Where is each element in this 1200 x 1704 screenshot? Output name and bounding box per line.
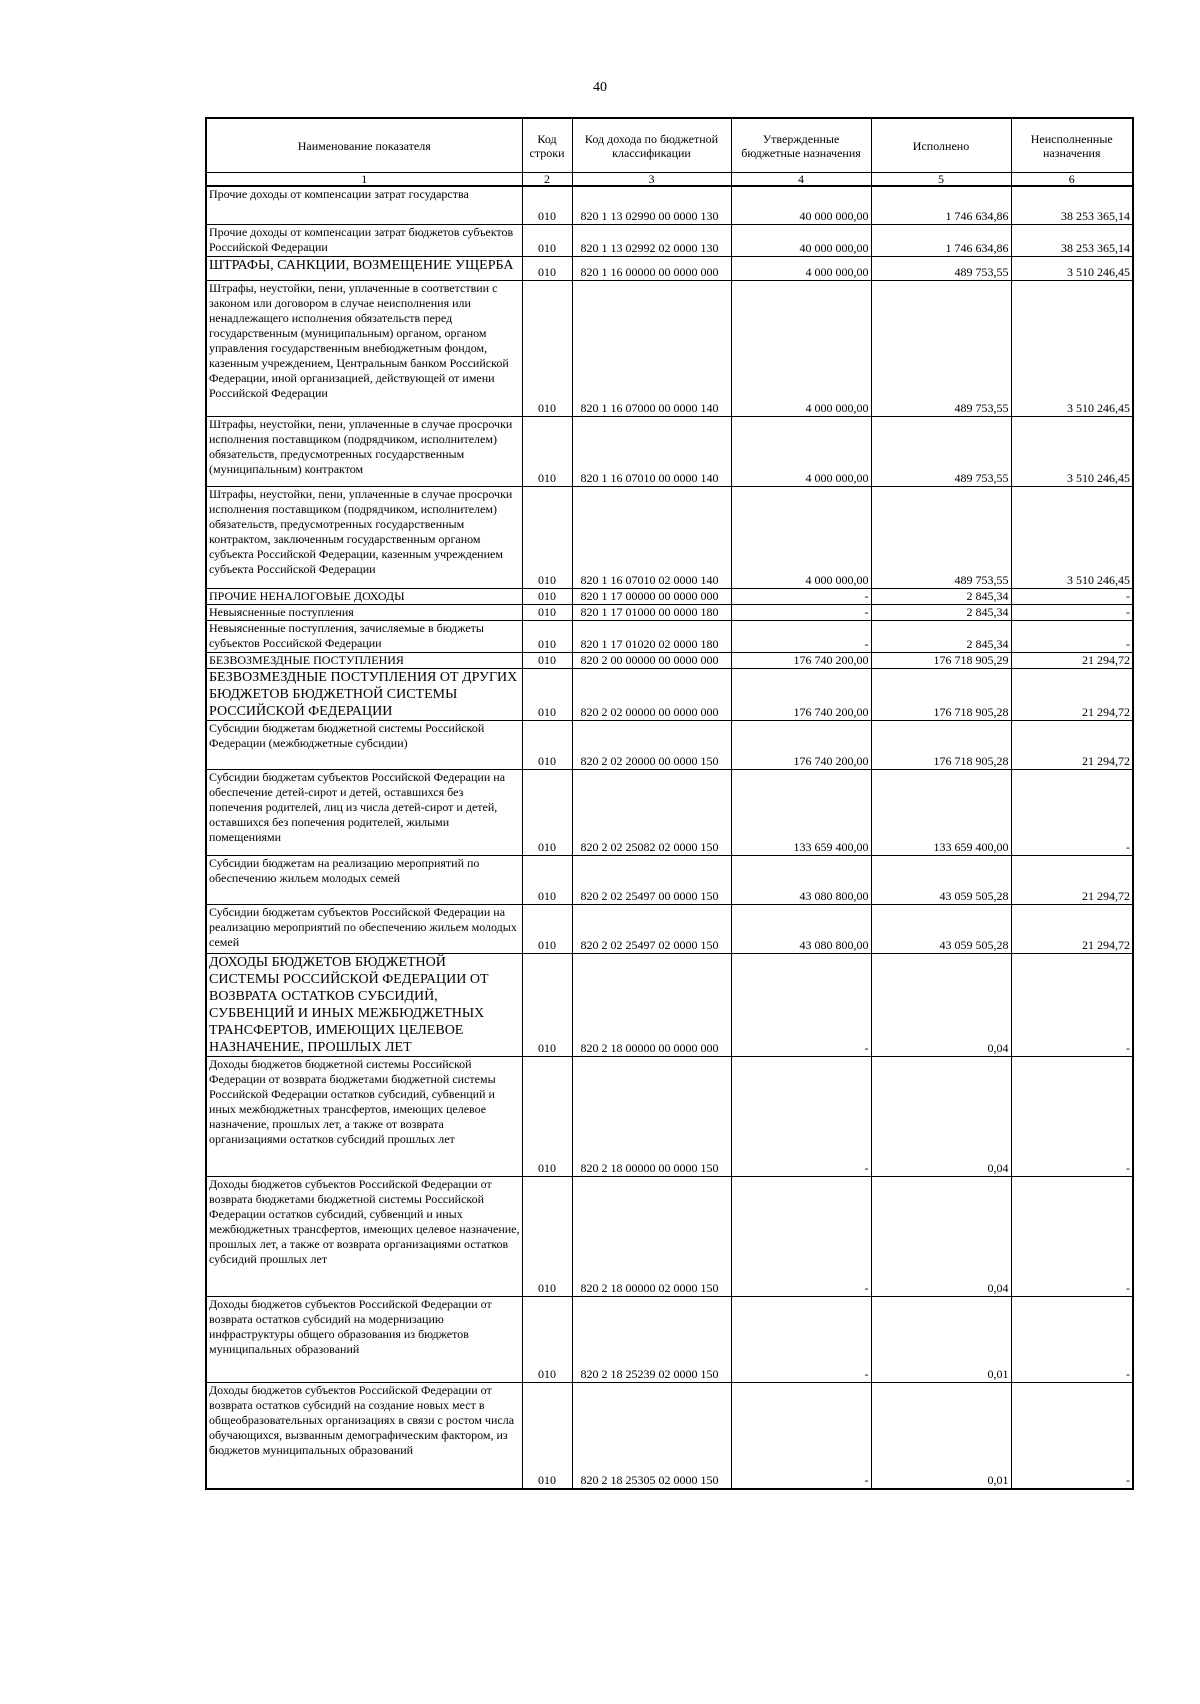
row-approved: 4 000 000,00 <box>731 280 871 416</box>
row-executed: 0,04 <box>871 1056 1011 1176</box>
row-budget-code: 820 2 02 00000 00 0000 000 <box>572 668 731 720</box>
row-budget-code: 820 1 17 01020 02 0000 180 <box>572 620 731 652</box>
column-header-budget-code: Код дохода по бюджетной классификации <box>572 118 731 173</box>
row-budget-code: 820 2 02 20000 00 0000 150 <box>572 720 731 769</box>
row-remaining: 21 294,72 <box>1011 720 1133 769</box>
row-approved: - <box>731 588 871 604</box>
row-name: Субсидии бюджетам субъектов Российской Федерации на реализацию мероприятий по обеспечению жильем молодых семей <box>206 904 522 953</box>
row-remaining: - <box>1011 769 1133 855</box>
row-remaining: - <box>1011 1296 1133 1382</box>
row-name: Доходы бюджетов субъектов Российской Федерации от возврата остатков субсидий на создание новых мест в общеобразовательных организациях в связи с ростом числа обучающихся, вызванным демографическим фактором, из бюджетов муниципальных образований <box>206 1382 522 1489</box>
row-name: Штрафы, неустойки, пени, уплаченные в случае просрочки исполнения поставщиком (подрядчиком, исполнителем) обязательств, предусмотренных государственным (муниципальным) контрактом <box>206 416 522 486</box>
table-row <box>206 186 1133 224</box>
row-line-code: 010 <box>522 1176 572 1296</box>
row-remaining: 3 510 246,45 <box>1011 416 1133 486</box>
page-number: 40 <box>593 80 607 95</box>
row-executed: 2 845,34 <box>871 620 1011 652</box>
row-approved: 43 080 800,00 <box>731 904 871 953</box>
row-line-code: 010 <box>522 652 572 668</box>
row-approved: - <box>731 1056 871 1176</box>
column-number: 2 <box>522 173 572 187</box>
row-line-code: 010 <box>522 588 572 604</box>
row-executed: 489 753,55 <box>871 416 1011 486</box>
row-remaining: 38 253 365,14 <box>1011 224 1133 256</box>
table-row <box>206 720 1133 769</box>
row-line-code: 010 <box>522 186 572 224</box>
table-row <box>206 416 1133 486</box>
column-number: 5 <box>871 173 1011 187</box>
column-header-line-code: Код строки <box>522 118 572 173</box>
row-approved: 4 000 000,00 <box>731 256 871 280</box>
row-remaining: 21 294,72 <box>1011 652 1133 668</box>
row-remaining: 3 510 246,45 <box>1011 280 1133 416</box>
row-approved: 176 740 200,00 <box>731 652 871 668</box>
row-remaining: 21 294,72 <box>1011 668 1133 720</box>
table-row <box>206 280 1133 416</box>
row-remaining: - <box>1011 953 1133 1056</box>
table-row <box>206 769 1133 855</box>
table-row <box>206 588 1133 604</box>
row-remaining: - <box>1011 1382 1133 1489</box>
row-budget-code: 820 2 18 00000 00 0000 150 <box>572 1056 731 1176</box>
row-remaining: - <box>1011 588 1133 604</box>
row-executed: 43 059 505,28 <box>871 855 1011 904</box>
row-budget-code: 820 2 02 25082 02 0000 150 <box>572 769 731 855</box>
row-executed: 489 753,55 <box>871 486 1011 588</box>
row-remaining: - <box>1011 1056 1133 1176</box>
row-remaining: 21 294,72 <box>1011 855 1133 904</box>
row-budget-code: 820 2 02 25497 00 0000 150 <box>572 855 731 904</box>
row-name: Доходы бюджетов бюджетной системы Российской Федерации от возврата бюджетами бюджетной системы Российской Федерации остатков субсидий, субвенций и иных межбюджетных трансфертов, имеющих целевое назначение, прошлых лет, а также от возврата организациями остатков субсидий прошлых лет <box>206 1056 522 1176</box>
row-executed: 176 718 905,28 <box>871 720 1011 769</box>
table-row <box>206 224 1133 256</box>
row-line-code: 010 <box>522 486 572 588</box>
row-approved: 176 740 200,00 <box>731 720 871 769</box>
row-executed: 176 718 905,29 <box>871 652 1011 668</box>
table-row <box>206 1176 1133 1296</box>
row-approved: - <box>731 953 871 1056</box>
row-line-code: 010 <box>522 904 572 953</box>
row-name: ПРОЧИЕ НЕНАЛОГОВЫЕ ДОХОДЫ <box>206 588 522 604</box>
row-approved: - <box>731 604 871 620</box>
table-row <box>206 1296 1133 1382</box>
row-executed: 43 059 505,28 <box>871 904 1011 953</box>
column-number: 6 <box>1011 173 1133 187</box>
row-approved: - <box>731 1382 871 1489</box>
table-row <box>206 486 1133 588</box>
row-line-code: 010 <box>522 1056 572 1176</box>
table-row <box>206 1382 1133 1489</box>
row-name: Прочие доходы от компенсации затрат бюджетов субъектов Российской Федерации <box>206 224 522 256</box>
row-name: ШТРАФЫ, САНКЦИИ, ВОЗМЕЩЕНИЕ УЩЕРБА <box>206 256 522 280</box>
table-header <box>206 118 1133 186</box>
row-budget-code: 820 1 17 00000 00 0000 000 <box>572 588 731 604</box>
row-executed: 176 718 905,28 <box>871 668 1011 720</box>
row-name: Невыясненные поступления <box>206 604 522 620</box>
table-row <box>206 1056 1133 1176</box>
table-row <box>206 256 1133 280</box>
column-header-name: Наименование показателя <box>206 118 522 173</box>
row-remaining: - <box>1011 620 1133 652</box>
row-name: БЕЗВОЗМЕЗДНЫЕ ПОСТУПЛЕНИЯ ОТ ДРУГИХ БЮДЖЕТОВ БЮДЖЕТНОЙ СИСТЕМЫ РОССИЙСКОЙ ФЕДЕРАЦИИ <box>206 668 522 720</box>
row-executed: 2 845,34 <box>871 604 1011 620</box>
row-remaining: 3 510 246,45 <box>1011 486 1133 588</box>
row-approved: - <box>731 1176 871 1296</box>
row-remaining: - <box>1011 1176 1133 1296</box>
row-name: Субсидии бюджетам бюджетной системы Российской Федерации (межбюджетные субсидии) <box>206 720 522 769</box>
row-budget-code: 820 1 16 00000 00 0000 000 <box>572 256 731 280</box>
row-name: Прочие доходы от компенсации затрат государства <box>206 186 522 224</box>
table-body <box>206 186 1133 1489</box>
row-line-code: 010 <box>522 256 572 280</box>
row-line-code: 010 <box>522 1296 572 1382</box>
table-row <box>206 953 1133 1056</box>
row-remaining: 38 253 365,14 <box>1011 186 1133 224</box>
row-remaining: 3 510 246,45 <box>1011 256 1133 280</box>
table-row <box>206 620 1133 652</box>
row-budget-code: 820 2 18 00000 02 0000 150 <box>572 1176 731 1296</box>
row-approved: - <box>731 1296 871 1382</box>
row-name: Штрафы, неустойки, пени, уплаченные в случае просрочки исполнения поставщиком (подрядчиком, исполнителем) обязательств, предусмотренных государственным контрактом, заключенным государственным органом субъекта Российской Федерации, казенным учреждением субъекта Российской Федерации <box>206 486 522 588</box>
row-remaining: 21 294,72 <box>1011 904 1133 953</box>
row-budget-code: 820 2 18 25239 02 0000 150 <box>572 1296 731 1382</box>
row-executed: 0,01 <box>871 1382 1011 1489</box>
revenue-table <box>205 117 1134 1490</box>
row-approved: 176 740 200,00 <box>731 668 871 720</box>
row-budget-code: 820 1 16 07010 02 0000 140 <box>572 486 731 588</box>
row-approved: 40 000 000,00 <box>731 224 871 256</box>
row-budget-code: 820 1 16 07010 00 0000 140 <box>572 416 731 486</box>
row-executed: 0,01 <box>871 1296 1011 1382</box>
column-header-remaining: Неисполненные назначения <box>1011 118 1133 173</box>
row-name: Невыясненные поступления, зачисляемые в бюджеты субъектов Российской Федерации <box>206 620 522 652</box>
column-number: 3 <box>572 173 731 187</box>
row-budget-code: 820 2 18 25305 02 0000 150 <box>572 1382 731 1489</box>
table-row <box>206 855 1133 904</box>
row-name: Субсидии бюджетам на реализацию мероприятий по обеспечению жильем молодых семей <box>206 855 522 904</box>
row-remaining: - <box>1011 604 1133 620</box>
row-name: БЕЗВОЗМЕЗДНЫЕ ПОСТУПЛЕНИЯ <box>206 652 522 668</box>
row-line-code: 010 <box>522 953 572 1056</box>
row-budget-code: 820 1 16 07000 00 0000 140 <box>572 280 731 416</box>
row-name: Штрафы, неустойки, пени, уплаченные в соответствии с законом или договором в случае неисполнения или ненадлежащего исполнения обязательств перед государственным (муниципальным) органом, органом управления государственным внебюджетным фондом, казенным учреждением, Центральным банком Российской Федерации, иной организацией, действующей от имени Российской Федерации <box>206 280 522 416</box>
row-line-code: 010 <box>522 224 572 256</box>
row-budget-code: 820 2 18 00000 00 0000 000 <box>572 953 731 1056</box>
row-executed: 1 746 634,86 <box>871 186 1011 224</box>
row-name: Доходы бюджетов субъектов Российской Федерации от возврата остатков субсидий на модернизацию инфраструктуры общего образования из бюджетов муниципальных образований <box>206 1296 522 1382</box>
row-approved: 133 659 400,00 <box>731 769 871 855</box>
row-executed: 0,04 <box>871 1176 1011 1296</box>
row-line-code: 010 <box>522 280 572 416</box>
row-executed: 489 753,55 <box>871 256 1011 280</box>
row-budget-code: 820 2 02 25497 02 0000 150 <box>572 904 731 953</box>
row-name: Доходы бюджетов субъектов Российской Федерации от возврата бюджетами бюджетной системы Российской Федерации остатков субсидий, субвенций и иных межбюджетных трансфертов, имеющих целевое назначение, прошлых лет, а также от возврата организациями остатков субсидий прошлых лет <box>206 1176 522 1296</box>
row-line-code: 010 <box>522 720 572 769</box>
row-name: Субсидии бюджетам субъектов Российской Федерации на обеспечение детей-сирот и детей, оставшихся без попечения родителей, лиц из числа детей-сирот и детей, оставшихся без попечения родителей, жилыми помещениями <box>206 769 522 855</box>
row-approved: 4 000 000,00 <box>731 416 871 486</box>
column-header-approved: Утвержденные бюджетные назначения <box>731 118 871 173</box>
row-line-code: 010 <box>522 769 572 855</box>
column-header-executed: Исполнено <box>871 118 1011 173</box>
row-line-code: 010 <box>522 1382 572 1489</box>
column-number: 4 <box>731 173 871 187</box>
row-line-code: 010 <box>522 668 572 720</box>
row-budget-code: 820 1 13 02992 02 0000 130 <box>572 224 731 256</box>
row-approved: 43 080 800,00 <box>731 855 871 904</box>
row-line-code: 010 <box>522 620 572 652</box>
row-line-code: 010 <box>522 416 572 486</box>
row-line-code: 010 <box>522 855 572 904</box>
table-row <box>206 652 1133 668</box>
row-budget-code: 820 1 17 01000 00 0000 180 <box>572 604 731 620</box>
row-executed: 133 659 400,00 <box>871 769 1011 855</box>
row-budget-code: 820 2 00 00000 00 0000 000 <box>572 652 731 668</box>
row-executed: 1 746 634,86 <box>871 224 1011 256</box>
row-approved: - <box>731 620 871 652</box>
row-executed: 2 845,34 <box>871 588 1011 604</box>
column-number: 1 <box>206 173 522 187</box>
row-budget-code: 820 1 13 02990 00 0000 130 <box>572 186 731 224</box>
row-name: ДОХОДЫ БЮДЖЕТОВ БЮДЖЕТНОЙ СИСТЕМЫ РОССИЙСКОЙ ФЕДЕРАЦИИ ОТ ВОЗВРАТА ОСТАТКОВ СУБСИДИЙ, СУБВЕНЦИЙ И ИНЫХ МЕЖБЮДЖЕТНЫХ ТРАНСФЕРТОВ, ИМЕЮЩИХ ЦЕЛЕВОЕ НАЗНАЧЕНИЕ, ПРОШЛЫХ ЛЕТ <box>206 953 522 1056</box>
table-row <box>206 904 1133 953</box>
table-row <box>206 604 1133 620</box>
row-approved: 40 000 000,00 <box>731 186 871 224</box>
row-line-code: 010 <box>522 604 572 620</box>
row-executed: 489 753,55 <box>871 280 1011 416</box>
row-approved: 4 000 000,00 <box>731 486 871 588</box>
row-executed: 0,04 <box>871 953 1011 1056</box>
table-row <box>206 668 1133 720</box>
